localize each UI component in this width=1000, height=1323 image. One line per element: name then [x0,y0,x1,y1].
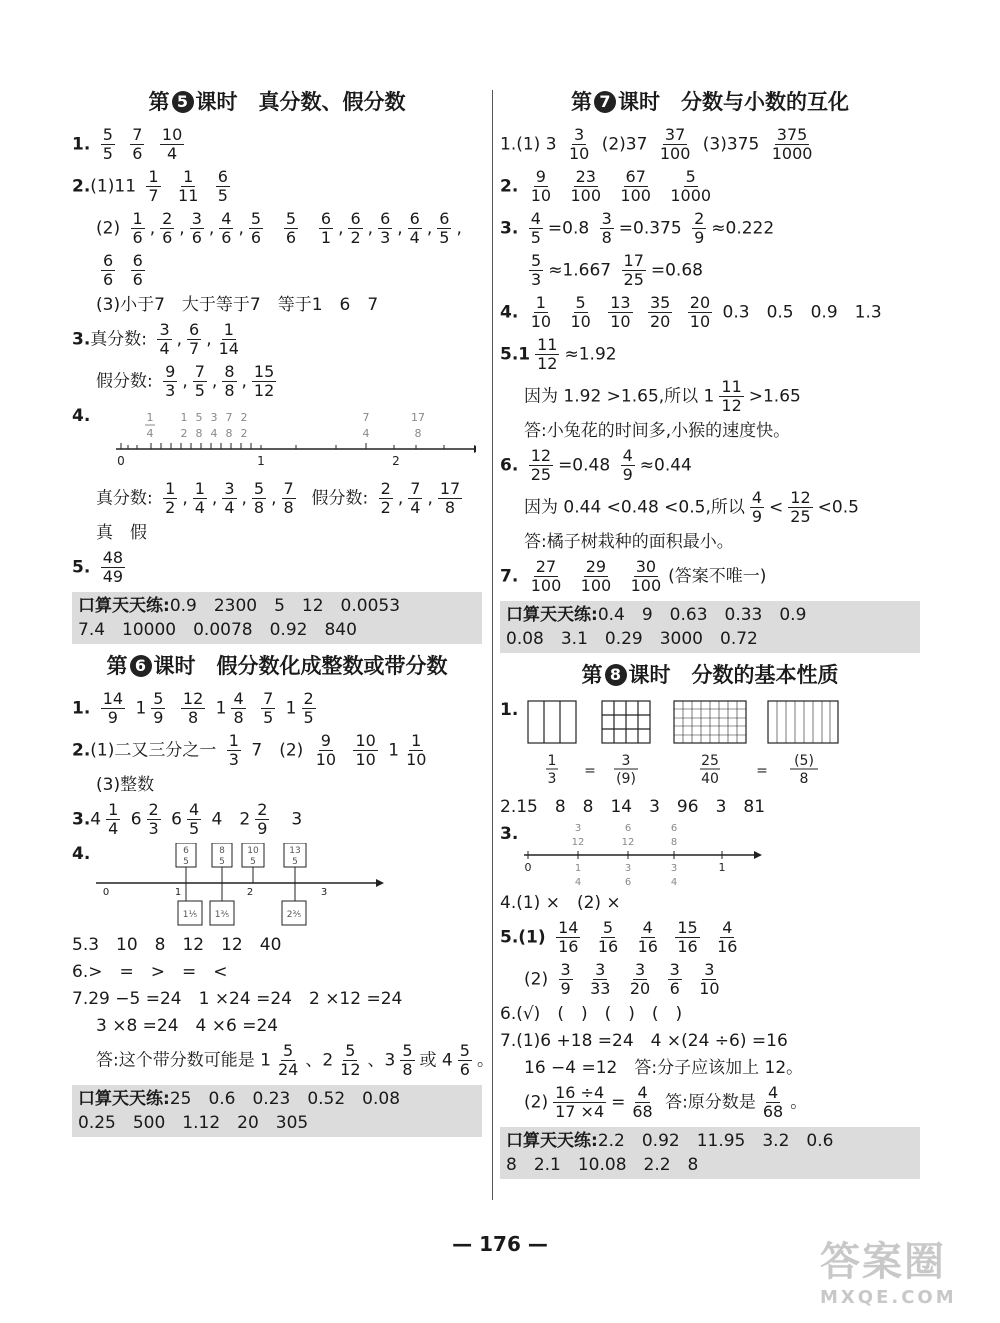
answer-line: 答:橘子树栽种的面积最小。 [524,532,734,552]
mental-math-drill: 口算天天练:0.4 9 0.63 0.33 0.9 0.08 3.1 0.29 3000 0.72 [500,601,920,653]
svg-text:2⅗: 2⅗ [286,910,301,920]
svg-text:8: 8 [218,846,225,856]
svg-text:1: 1 [180,411,188,424]
answer-line: (2) $\frac{16 \div 4}{17 \times 4}$ = $\frac{4}{68}$ 答:原分数是 $\frac{4}{68}$ 。 [524,1083,808,1121]
svg-text:1⅕: 1⅕ [182,910,197,920]
svg-text:0: 0 [524,861,532,874]
svg-text:6: 6 [624,877,631,887]
mental-math-drill: 口算天天练:2.2 0.92 11.95 3.2 0.6 8 2.1 10.08 2.2 8 [500,1127,920,1179]
answer-line: 6.(√) ( ) ( ) ( ) [500,1004,683,1024]
lesson-number-badge: 7 [594,91,616,113]
svg-text:=: = [755,763,768,779]
svg-text:1: 1 [547,753,557,769]
mental-math-drill: 口算天天练:25 0.6 0.23 0.52 0.08 0.25 500 1.12 20 305 [72,1085,482,1137]
svg-text:5: 5 [218,857,225,867]
svg-text:10: 10 [246,846,259,856]
svg-text:3: 3 [624,863,631,874]
svg-text:7: 7 [225,411,233,424]
answer-line: 3. $\frac{4}{5}$ =0.8 $\frac{3}{8}$ =0.375 $\frac{2}{9}$ ≈0.222 [500,209,775,247]
answer-line: 答:小兔花的时间多,小猴的速度快。 [524,421,791,441]
svg-text:3: 3 [574,823,581,834]
number-line-figure [96,409,476,475]
answer-line: 1.(1) 3 $\frac{3}{10}$ (2)37 $\frac{37}{100}$ (3)375 $\frac{375}{1000}$ [500,125,813,163]
svg-text:3: 3 [621,753,631,769]
answer-line: 4. 0 1 2 3 6 5 8 5 10 5 13 5 1⅕ 1⅗ 2⅗ [72,843,482,929]
answer-line: 1. 1 3 = 3 (9) 25 40 = (5) 8 [500,699,920,791]
answer-line: 4. $\frac{1}{10}$ $\frac{5}{10}$ $\frac{13}{10}$ $\frac{35}{20}$ $\frac{20}{10}$ 0.3 0.5 0.9 1.3 [500,293,882,331]
answer-line: (3)整数 [96,775,155,795]
svg-text:4: 4 [146,427,154,440]
svg-text:1: 1 [146,411,154,424]
site-watermark: 答案圈 MXQE.COM [820,1239,957,1308]
svg-text:(9): (9) [615,771,636,787]
svg-text:3: 3 [320,887,327,898]
answer-line: 因为 0.44 <0.48 <0.5,所以 $\frac{4}{9}$ < $\frac{12}{25}$ <0.5 [524,488,859,526]
answer-line: 3.4 $\frac{1}{4}$ 6 $\frac{2}{3}$ 6 $\frac{4}{5}$ 4 2 $\frac{2}{9}$ 3 [72,800,303,838]
svg-text:4: 4 [210,427,218,440]
svg-text:1: 1 [174,887,181,898]
svg-text:25: 25 [700,753,719,769]
svg-text:8: 8 [414,427,422,440]
svg-text:3: 3 [547,771,557,787]
number-line-figure [524,823,774,887]
answer-line: 16 −4 =12 答:分子应该加上 12。 [524,1058,804,1078]
svg-text:40: 40 [700,771,719,787]
svg-text:2: 2 [391,454,400,468]
answer-line: 5.3 10 8 12 12 40 [72,935,282,955]
answer-line: (3)小于7 大于等于7 等于1 6 7 [96,295,379,315]
answer-line: 7. $\frac{27}{100}$ $\frac{29}{100}$ $\frac{30}{100}$ (答案不唯一) [500,557,767,595]
svg-text:12: 12 [621,837,635,848]
svg-text:4: 4 [574,877,581,887]
svg-text:=: = [583,763,596,779]
svg-text:0: 0 [116,454,125,468]
svg-text:2: 2 [240,411,248,424]
svg-text:6: 6 [624,823,631,834]
svg-text:8: 8 [225,427,233,440]
svg-text:6: 6 [182,846,189,856]
answer-line: $\frac{5}{3}$ ≈1.667 $\frac{17}{25}$ =0.68 [531,251,703,289]
answer-line: 7.(1)6 +18 =24 4 ×(24 ÷6) =16 [500,1031,788,1051]
answer-line: (2) $\frac{1}{6}$ , $\frac{2}{6}$ , $\frac{3}{6}$ , $\frac{4}{6}$ , $\frac{5}{6}$ $\frac{5}{6}$ $\frac{6}{1}$ , $\frac{6}{2}$ , $\frac{6}{3}$ , $\frac{6}{4}$ , $\frac{6}{5}$ , [96,209,462,247]
lesson-number-badge: 5 [172,91,194,113]
answer-line: 3.真分数: $\frac{3}{4}$ , $\frac{6}{7}$ , $\frac{1}{14}$ [72,320,239,358]
answer-line: 1. $\frac{5}{5}$ $\frac{7}{6}$ $\frac{10}{4}$ [72,125,183,163]
answer-line: 2.(1)11 $\frac{1}{7}$ $\frac{1}{11}$ $\frac{6}{5}$ [72,167,228,205]
answer-line: 1. $\frac{14}{9}$ 1 $\frac{5}{9}$ $\frac{12}{8}$ 1 $\frac{4}{8}$ $\frac{7}{5}$ 1 $\frac{2}{5}$ [72,689,314,727]
answer-line: 4.(1) × (2) × [500,893,621,913]
svg-text:4: 4 [362,427,370,440]
svg-text:2: 2 [246,887,253,898]
answer-line: 6.> = > = < [72,962,228,982]
page-number: — 176 — [452,1232,548,1256]
answer-line: 2.(1)二又三分之一 $\frac{1}{3}$ 7 (2) $\frac{9}{10}$ $\frac{10}{10}$ 1 $\frac{1}{10}$ [72,731,427,769]
svg-text:6: 6 [670,823,677,834]
svg-text:7: 7 [362,411,370,424]
svg-text:5: 5 [182,857,189,867]
svg-text:8: 8 [670,837,677,848]
fraction-grid-figure [524,699,884,791]
lesson-number-badge: 8 [605,664,627,686]
svg-text:0: 0 [102,887,109,898]
answer-line: 4. 1 4 1 2 5 8 3 4 7 8 2 2 7 4 17 8 0 1 2 [72,405,482,475]
svg-text:8: 8 [195,427,203,440]
answer-line: 2.15 8 8 14 3 96 3 81 [500,797,766,817]
svg-text:2: 2 [240,427,248,440]
column-divider [492,90,493,1200]
answer-line: 答:这个带分数可能是 1 $\frac{5}{24}$ 、2 $\frac{5}{12}$ 、3 $\frac{5}{8}$ 或 4 $\frac{5}{6}$ 。 [96,1041,494,1079]
section-title-6: 第 6 课时 假分数化成整数或带分数 [106,654,448,678]
answer-line: (2) $\frac{3}{9}$ $\frac{3}{33}$ $\frac{3}{20}$ $\frac{3}{6}$ $\frac{3}{10}$ [524,960,720,998]
answer-line: $\frac{6}{6}$ $\frac{6}{6}$ [103,251,143,289]
svg-text:8: 8 [799,771,809,787]
svg-text:1: 1 [256,454,265,468]
section-title-5: 第 5 课时 真分数、假分数 [148,90,406,114]
answer-line: 6. $\frac{12}{25}$ =0.48 $\frac{4}{9}$ ≈0.44 [500,446,692,484]
section-title-8: 第 8 课时 分数的基本性质 [581,663,839,687]
mental-math-drill: 口算天天练:0.9 2300 5 12 0.0053 7.4 10000 0.0078 0.92 840 [72,592,482,644]
number-line-figure [96,843,396,929]
answer-line: 3 ×8 =24 4 ×6 =24 [96,1016,279,1036]
left-column [72,80,494,1143]
svg-text:17: 17 [410,411,425,424]
answer-line: 真分数: $\frac{1}{2}$ , $\frac{1}{4}$ , $\frac{3}{4}$ , $\frac{5}{8}$ , $\frac{7}{8}$ 假分数: $\frac{2}{2}$ , $\frac{7}{4}$ , $\frac{17}{8}$ [96,479,461,517]
section-title-7: 第 7 课时 分数与小数的互化 [571,90,849,114]
answer-line: 3. 3 12 6 12 6 8 1 4 3 6 3 4 0 1 [500,823,920,887]
svg-text:5: 5 [291,857,298,867]
svg-text:1⅗: 1⅗ [214,910,229,920]
svg-text:12: 12 [571,837,585,848]
svg-text:3: 3 [210,411,218,424]
svg-text:1: 1 [718,861,726,874]
answer-line: 5.1 $\frac{11}{12}$ ≈1.92 [500,335,617,373]
answer-line: 因为 1.92 >1.65,所以 1 $\frac{11}{12}$ >1.65 [524,377,801,415]
answer-line: 7.29 −5 =24 1 ×24 =24 2 ×12 =24 [72,989,403,1009]
svg-text:4: 4 [670,877,677,887]
answer-line: 真 假 [96,523,147,543]
answer-line: 5.(1) $\frac{14}{16}$ $\frac{5}{16}$ $\frac{4}{16}$ $\frac{15}{16}$ $\frac{4}{16}$ [500,918,738,956]
svg-text:5: 5 [195,411,203,424]
right-column [500,80,920,1185]
answer-line: 5. $\frac{48}{49}$ [72,548,124,586]
lesson-number-badge: 6 [130,655,152,677]
svg-text:5: 5 [249,857,256,867]
svg-text:2: 2 [180,427,188,440]
answer-line: 2. $\frac{9}{10}$ $\frac{23}{100}$ $\frac{67}{100}$ $\frac{5}{1000}$ [500,167,712,205]
svg-text:1: 1 [574,863,581,874]
answer-line: 假分数: $\frac{9}{3}$ , $\frac{7}{5}$ , $\frac{8}{8}$ , $\frac{15}{12}$ [96,362,275,400]
svg-text:(5): (5) [793,753,814,769]
svg-text:13: 13 [288,846,301,856]
svg-text:3: 3 [670,863,677,874]
